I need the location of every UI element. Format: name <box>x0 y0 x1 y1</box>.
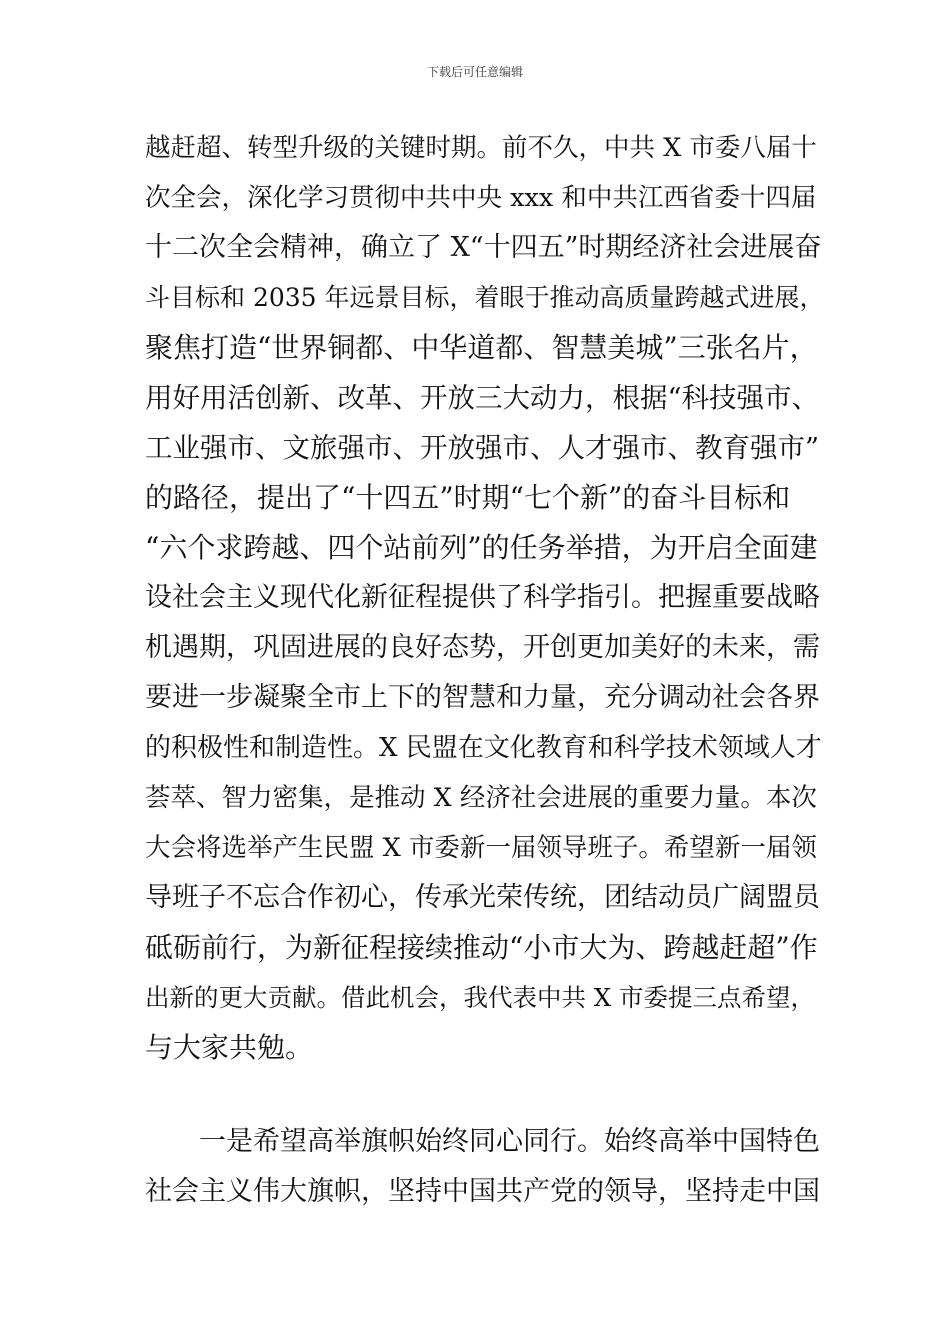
text-line: 要进一步凝聚全市上下的智慧和力量，充分调动社会各界 <box>145 682 820 713</box>
text-line: 用好用活创新、改革、开放三大动力，根据“科技强市、 <box>145 382 820 414</box>
text-line: 导班子不忘合作初心，传承光荣传统，团结动员广阔盟员 <box>145 882 820 913</box>
text-line: 十二次全会精神，确立了 X“十四五”时期经济社会进展奋 <box>145 232 822 263</box>
text-line: 荟萃、智力密集，是推动 X 经济社会进展的重要力量。本次 <box>145 783 817 813</box>
text-line: 的路径，提出了“十四五”时期“七个新”的奋斗目标和 <box>145 481 791 514</box>
paragraph-2 <box>145 1117 825 1217</box>
text-line: 工业强市、文旅强市、开放强市、人才强市、教育强市” <box>145 432 820 464</box>
text-line: 出新的更大贡献。借此机会，我代表中共 X 市委提三点希望， <box>145 983 816 1012</box>
paragraph-1 <box>145 123 825 1073</box>
text-line: 越赶超、转型升级的关键时期。前不久，中共 X 市委八届十 <box>145 133 817 163</box>
text-line: 大会将选举产生民盟 X 市委新一届领导班子。希望新一届领 <box>145 833 817 863</box>
text-line: 斗目标和 2035 年远景目标，着眼于推动高质量跨越式进展， <box>145 283 825 312</box>
text-line: 的积极性和制造性。X 民盟在文化教育和科学技术领域人才 <box>145 733 822 763</box>
page-header-note: 下载后可任意编辑 <box>426 65 523 79</box>
text-line: “六个求跨越、四个站前列”的任务举措，为开启全面建 <box>145 531 818 564</box>
text-line: 与大家共勉。 <box>145 1031 314 1064</box>
text-line: 聚焦打造“世界铜都、中华道都、智慧美城”三张名片， <box>145 331 818 364</box>
text-line: 砥砺前行，为新征程接续推动“小市大为、跨越赶超”作 <box>145 931 818 964</box>
text-line: 社会主义伟大旗帜，坚持中国共产党的领导，坚持走中国 <box>145 1176 820 1207</box>
text-line: 一是希望高举旗帜始终同心同行。始终高举中国特色 <box>145 1126 820 1157</box>
text-line: 机遇期，巩固进展的良好态势，开创更加美好的未来，需 <box>145 632 820 663</box>
text-line: 次全会，深化学习贯彻中共中央 xxx 和中共江西省委十四届 <box>145 183 817 213</box>
text-line: 设社会主义现代化新征程提供了科学指引。把握重要战略 <box>145 582 820 613</box>
